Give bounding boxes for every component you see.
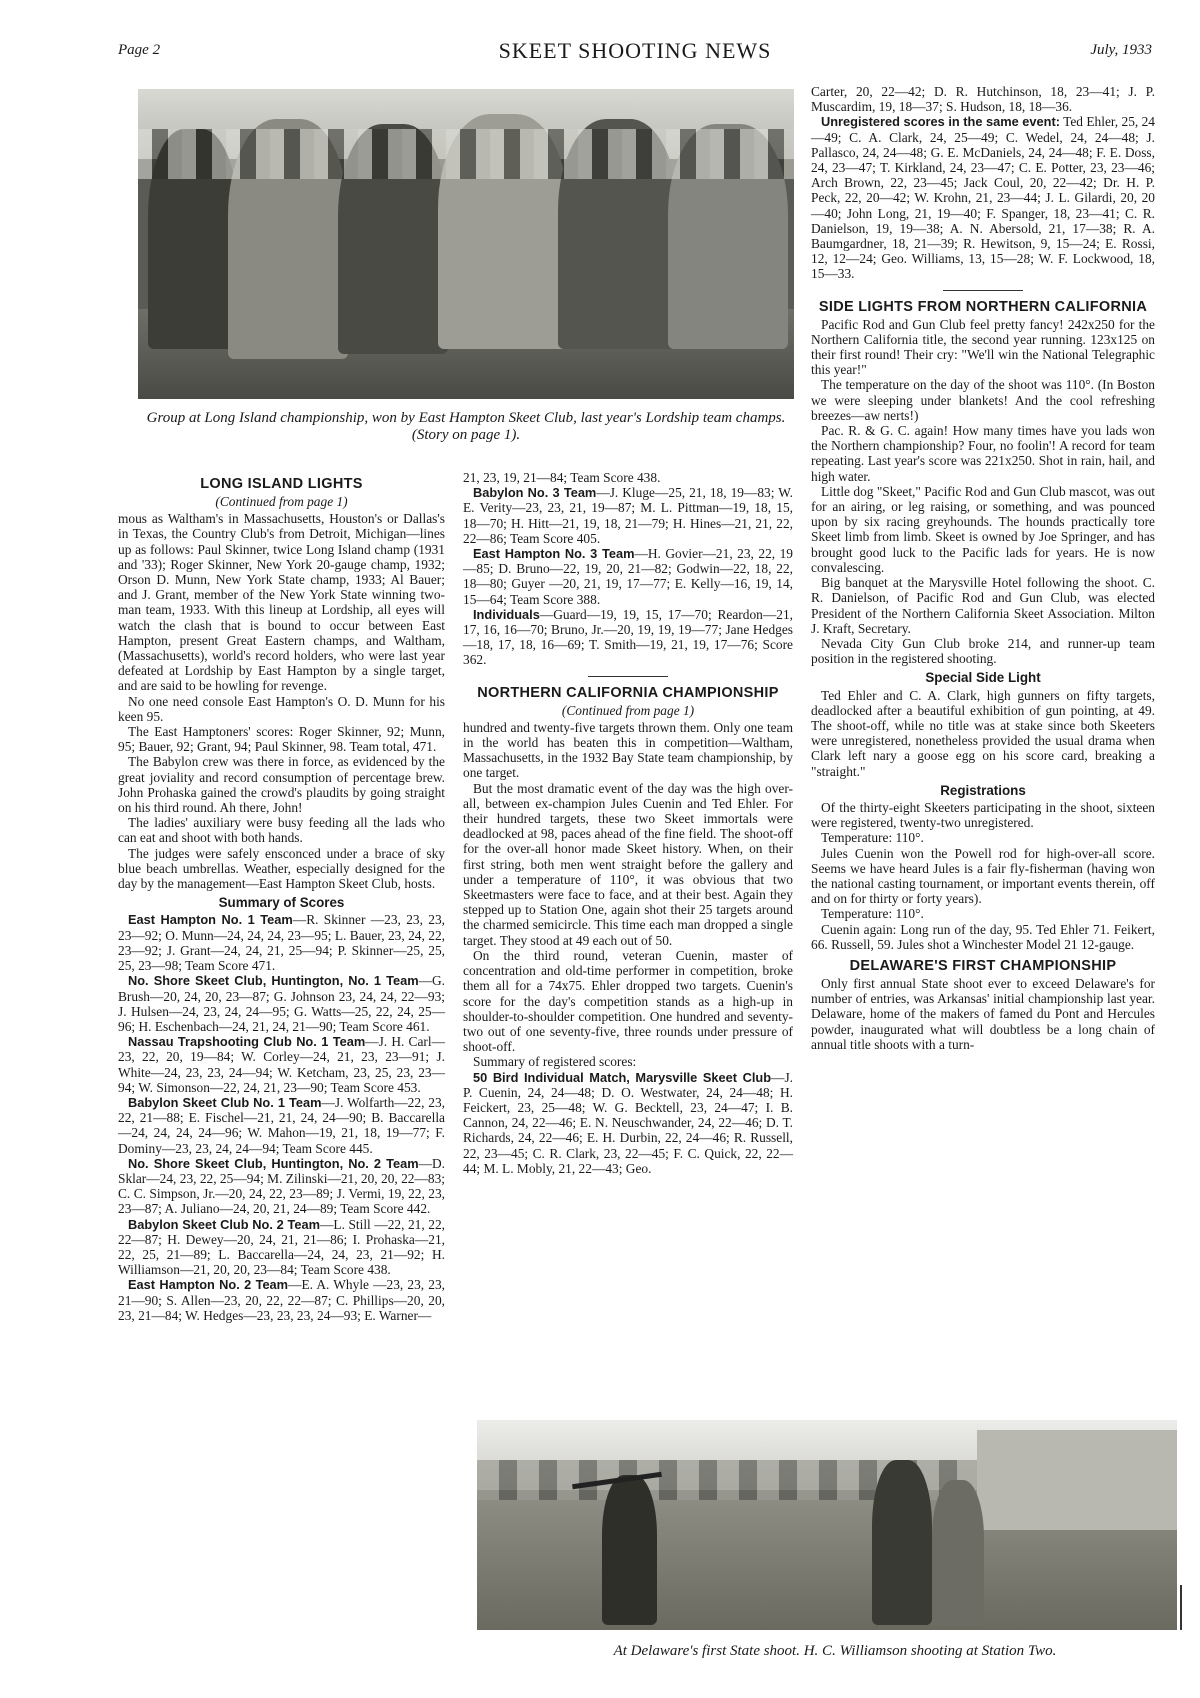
paragraph: But the most dramatic event of the day was the high over-all, between ex-champion Jules Cuenin and Ted Ehler. For their hundred targets, these two Skeet immortals were deadlocked at 98, paces ahead of the fine field. The shoot-off for the over-all honor made Skeet history. When, on their first string, both men went straight before the gallery and under a temperature of 110°, it was obvious that two Skeetmasters were face to face, and at their best. Again they stepped up to Station One, again shot their 25 targets around the charmed semicircle. This time each man dropped a single target. They stood at 49 each out of 50. <box>463 780 793 948</box>
paragraph: The temperature on the day of the shoot was 110°. (In Boston we were sleeping under blankets! And the cool refreshing breezes—aw nerts!) <box>811 377 1155 423</box>
paragraph: mous as Waltham's in Massachusetts, Houston's or Dallas's in Texas, the Country Club's from Detroit, Michigan—lines up as follows: Paul Skinner, twice Long Island champ (1931 and '33); Roger Skinner, New York 20-gauge champ, 1932; Orson D. Munn, New York State champ, 1933; Al Bauer; and J. Grant, member of the New York State winning two-man team, 1933. With this lineup at Lordship, all eyes will watch the clash that is bound to occur between East Hampton, present Great Eastern champs, and Waltham, (Massachusetts), world's record holders, who were last year defeated at Lordship by East Hampton by a single target, and are said to be howling for revenge. <box>118 511 445 694</box>
team-name: East Hampton No. 2 Team <box>128 1277 289 1293</box>
paragraph: The judges were safely ensconced under a brace of sky blue beach umbrellas. Weather, especially designed for the day by the management—East Hampton Skeet Club, hosts. <box>118 845 445 892</box>
paragraph: Pac. R. & G. C. again! How many times have you lads won the Northern championship? Four, no foolin'! A record for team repeating. Last year's score was 221x250. Shot in rain, hail, and high water. <box>811 423 1155 484</box>
paragraph: Cuenin again: Long run of the day, 95. Ted Ehler 71. Feikert, 66. Russell, 59. Jules shot a Winchester Model 21 12-gauge. <box>811 921 1155 952</box>
event-name: Unregistered scores in the same event: <box>821 114 1060 130</box>
paragraph: hundred and twenty-five targets thrown them. Only one team in the world has beaten this in competition—Waltham, Massachusetts, in the 1932 Bay State team championship, by one target. <box>463 719 793 781</box>
paragraph: Of the thirty-eight Skeeters participating in the shoot, sixteen were registered, twenty-two unregistered. <box>811 799 1155 831</box>
team-score: East Hampton No. 3 Team—H. Govier—21, 23, 22, 19—85; D. Bruno—22, 19, 20, 21—82; Godwin—22, 18, 22, 18—80; Guyer —20, 21, 19, 17—77; E. Kelly—16, 19, 14, 15—64; Team Score 388. <box>463 546 793 607</box>
continued-note: (Continued from page 1) <box>561 702 695 718</box>
registrations-subheading: Registrations <box>940 782 1026 798</box>
team-name: No. Shore Skeet Club, Huntington, No. 2 Team <box>128 1155 419 1171</box>
edge-rule <box>1180 1585 1182 1630</box>
column-3 <box>811 84 1155 1052</box>
unregistered-scores: Unregistered scores in the same event: Ted Ehler, 25, 24—49; C. A. Clark, 24, 25—49; C. Wedel, 24, 24—48; J. Pallasco, 24, 24—48; G. E. McDaniels, 24, 24—48; F. E. Doss, 24, 23—47; T. Kirkland, 24, 23—47; C. E. Potter, 23, 23—46; Arch Brown, 22, 23—45; Jack Coul, 20, 22—42; Dr. H. P. Peck, 22, 20—42; W. Krohn, 21, 23—44; J. L. Gilardi, 20, 20—40; John Long, 21, 19—40; F. Spanger, 18, 23—41; C. R. Danielson, 19, 19—38; A. N. Abersold, 21, 17—38; R. A. Baumgardner, 18, 21—39; R. Hewitson, 9, 15—24; E. Rossi, 12, 12—24; Geo. Williams, 13, 15—28; W. F. Lockwood, 18, 15—33. <box>811 114 1155 282</box>
paragraph: Temperature: 110°. <box>821 906 924 922</box>
paragraph: Nevada City Gun Club broke 214, and runner-up team position in the registered shooting. <box>811 635 1155 667</box>
team-score: East Hampton No. 2 Team—E. A. Whyle —23, 23, 23, 21—90; S. Allen—23, 20, 22, 22—87; C. Phillips—20, 20, 23, 21—84; W. Hedges—23, 23, 23, 24—93; E. Warner— <box>118 1277 445 1323</box>
team-score: No. Shore Skeet Club, Huntington, No. 1 Team—G. Brush—20, 24, 20, 23—87; G. Johnson 23, 24, 24, 22—93; J. Hulsen—24, 23, 24, 24—95; G. Watts—25, 22, 24, 25—96; H. Eschenbach—24, 21, 24, 21—90; Team Score 461. <box>118 973 445 1034</box>
divider <box>943 290 1023 291</box>
shooting-photo <box>477 1420 1177 1630</box>
paragraph: On the third round, veteran Cuenin, master of concentration and old-time performer in competition, broke them all for a 74x75. Ehler dropped two targets. Cuenin's score for the day's competition stands as a high-up in shoulder-to-shoulder competition. One hundred and seventy-two out of one seventy-five, three rounds under pressure of shoot-off. <box>463 947 793 1055</box>
issue-date: July, 1933 <box>1090 42 1152 58</box>
paragraph: Carter, 20, 22—42; D. R. Hutchinson, 18, 23—41; J. P. Muscardim, 19, 18—37; S. Hudson, 18, 18—36. <box>811 84 1155 115</box>
paragraph: No one need console East Hampton's O. D. Munn for his keen 95. <box>118 693 445 724</box>
bottom-photo-caption: At Delaware's first State shoot. H. C. Williamson shooting at Station Two. <box>613 1643 1057 1659</box>
paragraph: Temperature: 110°. <box>821 830 924 846</box>
group-photo <box>138 89 794 399</box>
top-photo-caption: Group at Long Island championship, won by East Hampton Skeet Club, last year's Lordship team champs. (Story on page 1). <box>146 410 786 443</box>
delaware-heading: DELAWARE'S FIRST CHAMPIONSHIP <box>849 957 1117 974</box>
paragraph: Jules Cuenin won the Powell rod for high-over-all score. Seems we have heard Jules is a fair fly-fisherman (having won the national casting tournament, or important events therein, off and on for thirty or forty years). <box>811 845 1155 907</box>
paragraph: Only first annual State shoot ever to exceed Delaware's for number of entries, was Arkansas' initial championship last year. Delaware, home of the makers of famed du Pont and Hercules powder, inaugurated what will doubtless be a long chain of annual title shoots with a turn- <box>811 975 1155 1052</box>
column-1 <box>118 470 445 1323</box>
northern-california-heading: NORTHERN CALIFORNIA CHAMPIONSHIP <box>477 684 779 701</box>
team-name: Nassau Trapshooting Club No. 1 Team <box>128 1034 366 1050</box>
publication-title: SKEET SHOOTING NEWS <box>498 38 772 63</box>
team-name: East Hampton No. 1 Team <box>128 912 293 928</box>
team-name: Babylon No. 3 Team <box>473 485 597 501</box>
paragraph: The East Hamptoners' scores: Roger Skinner, 92; Munn, 95; Bauer, 92; Grant, 94; Paul Skinner, 98. Team total, 471. <box>118 724 445 755</box>
continued-note: (Continued from page 1) <box>215 494 348 509</box>
event-name: 50 Bird Individual Match, Marysville Skeet Club <box>473 1069 772 1085</box>
long-island-heading: LONG ISLAND LIGHTS <box>200 476 363 492</box>
paragraph: Pacific Rod and Gun Club feel pretty fancy! 242x250 for the Northern California title, the second year running. 123x125 on their first round! Their cry: "We'll win the National Telegraphic this year!" <box>811 316 1155 378</box>
page-number: Page 2 <box>118 42 161 58</box>
page-header <box>118 38 1152 68</box>
team-score: East Hampton No. 1 Team—R. Skinner —23, 23, 23, 23—92; O. Munn—24, 24, 24, 23—95; L. Bauer, 23, 24, 22, 23—92; J. Grant—24, 24, 21, 25—94; P. Skinner—25, 25, 25, 23—98; Team Score 471. <box>118 912 445 974</box>
paragraph: Ted Ehler and C. A. Clark, high gunners on fifty targets, deadlocked after a beautiful exhibition of gun pointing, at 49. The shoot-off, while no title was at stake since both Skeeters were unregistered, nonetheless provided the usual drama when Clark left nary a goose egg on his score card, breaking a "straight." <box>811 687 1155 779</box>
team-score: Individuals—Guard—19, 19, 15, 17—70; Reardon—21, 17, 16, 16—70; Bruno, Jr.—20, 19, 19, 19—77; Jane Hedges—18, 17, 18, 16—69; T. Smith—19, 21, 19, 17—76; Score 362. <box>463 606 793 668</box>
paragraph: Big banquet at the Marysville Hotel following the shoot. C. R. Danielson, of Pacific Rod and Gun Club, was elected President of the Northern California Skeet Association. Milton J. Kraft, Secretary. <box>811 575 1155 636</box>
paragraph: Little dog "Skeet," Pacific Rod and Gun Club mascot, was out for an airing, or leg raising, or something, and was pounced upon by six racing greyhounds. The hounds practically tore Skeet limb from limb. Skeet is owned by Joe Springer, and has brought good luck to the Pacific lads for years. He is now convalescing. <box>811 483 1155 575</box>
side-lights-heading: SIDE LIGHTS FROM NORTHERN CALIFORNIA <box>818 298 1148 315</box>
team-name: Babylon Skeet Club No. 2 Team <box>128 1216 320 1232</box>
paragraph: The ladies' auxiliary were busy feeding all the lads who can eat and shoot with both hands. <box>118 815 445 846</box>
divider <box>588 676 668 677</box>
column-2 <box>463 470 793 1176</box>
event-score: 50 Bird Individual Match, Marysville Skeet Club—J. P. Cuenin, 24, 24—48; D. O. Westwater, 24, 24—48; H. Feickert, 23, 25—48; W. G. Becktell, 23, 24—47; I. B. Cannon, 24, 22—46; E. N. Neuschwander, 24, 22—46; D. T. Richards, 24, 22—46; E. H. Durbin, 22, 24—46; R. Russell, 22, 23—45; C. R. Clark, 23, 22—45; F. C. Quick, 22, 22—44; M. L. Mobly, 21, 22—43; Geo. <box>463 1069 793 1176</box>
team-score: Babylon No. 3 Team—J. Kluge—25, 21, 18, 19—83; W. E. Verity—23, 23, 21, 19—87; M. L. Pittman—19, 18, 15, 18—70; H. Hitt—21, 19, 18, 21—79; H. Hines—21, 21, 22, 22—86; Team Score 405. <box>463 485 793 546</box>
paragraph: 21, 23, 19, 21—84; Team Score 438. <box>463 470 661 485</box>
team-name: Individuals <box>473 606 540 622</box>
team-name: East Hampton No. 3 Team <box>473 546 635 562</box>
paragraph: Summary of registered scores: <box>473 1054 637 1070</box>
team-score: Nassau Trapshooting Club No. 1 Team—J. H. Carl—23, 22, 20, 19—84; W. Corley—24, 21, 23, 23—91; J. White—24, 23, 23, 24—94; W. Ketcham, 23, 25, 23, 23—94; W. Simonson—22, 24, 21, 23—90; Team Score 453. <box>118 1034 445 1095</box>
team-name: Babylon Skeet Club No. 1 Team <box>128 1094 322 1110</box>
paragraph: The Babylon crew was there in force, as evidenced by the great joviality and record consumption of percentage brew. John Prohaska gained the crowd's plaudits by going straight on his third round. Ah there, John! <box>118 754 445 816</box>
team-score: No. Shore Skeet Club, Huntington, No. 2 Team—D. Sklar—24, 23, 22, 25—94; M. Zilinski—21, 20, 20, 22—83; C. C. Simpson, Jr.—20, 24, 22, 23—89; J. Vermi, 19, 22, 23, 23—87; A. Juliano—24, 20, 21, 24—89; Team Score 442. <box>118 1155 445 1217</box>
team-score: Babylon Skeet Club No. 1 Team—J. Wolfarth—22, 23, 22, 21—88; E. Fischel—21, 21, 24, 24—90; B. Baccarella—24, 24, 24, 24—96; W. Mahon—19, 21, 18, 19—77; F. Dominy—23, 23, 24, 24—94; Team Score 445. <box>118 1094 445 1156</box>
team-score: Babylon Skeet Club No. 2 Team—L. Still —22, 21, 22, 22—87; H. Dewey—20, 24, 21, 21—86; I. Prohaska—21, 22, 25, 21—89; L. Baccarella—24, 24, 23, 21—92; H. Williamson—21, 20, 20, 23—84; Team Score 438. <box>118 1216 445 1278</box>
special-side-light-subheading: Special Side Light <box>925 670 1041 686</box>
summary-subheading: Summary of Scores <box>218 895 345 911</box>
team-name: No. Shore Skeet Club, Huntington, No. 1 Team <box>128 973 419 989</box>
